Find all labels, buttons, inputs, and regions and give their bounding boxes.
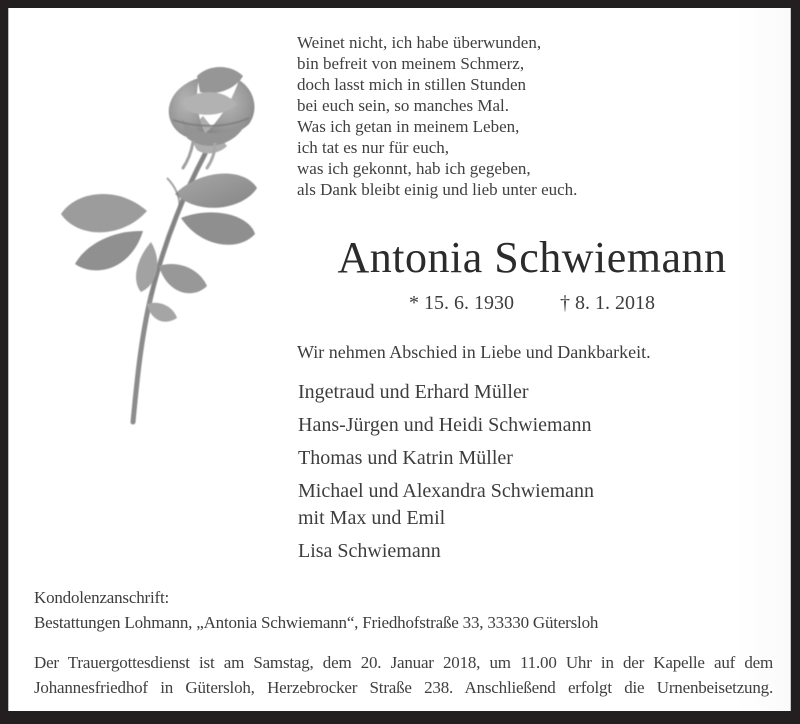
mourner-line: Michael und Alexandra Schwiemann [298, 480, 595, 502]
service-info: Der Trauergottesdienst ist am Samstag, dem 20. Januar 2018, um 11.00 Uhr in der Kapelle auf dem Johannesfriedhof in Gütersloh, Herzebrocker Straße 238. Anschließend erfolgt die Urnenbeisetzung. [34, 653, 773, 697]
obituary-notice [8, 8, 791, 711]
poem-line: bei euch sein, so manches Mal. [297, 96, 509, 115]
rose-image [47, 58, 271, 436]
mourner-line: Thomas und Katrin Müller [298, 447, 513, 469]
deceased-name: Antonia Schwiemann [337, 233, 727, 282]
rose-bloom [169, 67, 255, 168]
rose-leaves [61, 174, 257, 322]
poem-line: Weinet nicht, ich habe überwunden, [297, 33, 542, 52]
birth-date: * 15. 6. 1930 [409, 292, 514, 314]
poem-line: als Dank bleibt einig und lieb unter euch. [297, 180, 578, 199]
farewell-line: Wir nehmen Abschied in Liebe und Dankbarkeit. [297, 342, 651, 362]
life-dates [296, 292, 768, 315]
mourner-line: Ingetraud und Erhard Müller [298, 381, 529, 403]
memorial-poem [297, 32, 577, 200]
condolence-label: Kondolenzanschrift: [34, 588, 169, 607]
poem-line: Was ich getan in meinem Leben, [297, 117, 520, 136]
mourner-subline: mit Max und Emil [298, 507, 446, 529]
condolence-address: Bestattungen Lohmann, „Antonia Schwiemann“, Friedhofstraße 33, 33330 Gütersloh [34, 613, 599, 632]
mourners-list [298, 382, 594, 574]
condolence-section [34, 585, 598, 635]
poem-line: doch lasst mich in stillen Stunden [297, 75, 527, 94]
poem-line: bin befreit von meinem Schmerz, [297, 54, 525, 73]
mourner-line: Hans-Jürgen und Heidi Schwiemann [298, 414, 592, 436]
mourner-line: Lisa Schwiemann [298, 540, 441, 562]
poem-line: was ich gekonnt, hab ich gegeben, [297, 159, 531, 178]
rose-image-svg [47, 58, 271, 436]
death-date: † 8. 1. 2018 [560, 292, 655, 314]
poem-line: ich tat es nur für euch, [297, 138, 449, 157]
